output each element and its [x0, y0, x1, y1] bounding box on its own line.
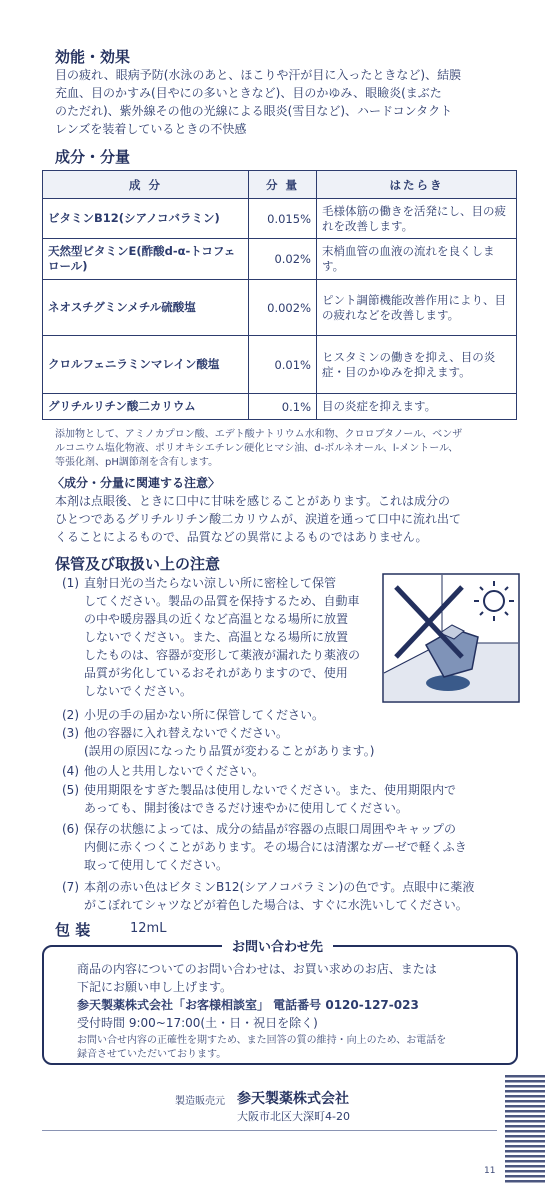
effects-text	[55, 66, 525, 138]
contact-note-line: お問い合せ内容の正確性を期すため、また回答の質の維持・向上のため、お電話を	[77, 1035, 447, 1046]
additives-line: 添加物として、アミノカプロン酸、エデト酸ナトリウム水和物、クロロブタノール、ベンザ	[55, 429, 463, 440]
table-row	[43, 394, 517, 420]
item-line: 使用期限をすぎた製品は使用しないでください。また、使用期限内で	[84, 783, 457, 797]
table-row	[43, 280, 517, 336]
effects-heading: 効能・効果	[55, 48, 131, 66]
contact-line: 商品の内容についてのお問い合わせは、お買い求めのお店、または	[77, 962, 437, 976]
package-value: 12mL	[130, 921, 167, 936]
ingredient-name: クロルフェニラミンマレイン酸塩	[43, 336, 249, 394]
additives-line: 等張化剤、pH調節剤を含有します。	[55, 457, 219, 468]
table-row	[43, 336, 517, 394]
item-line: してください。製品の品質を保持するため、自動車	[84, 594, 360, 608]
package-label: 包 装	[55, 921, 91, 939]
storage-item-3	[62, 724, 374, 760]
item-line: 品質が劣化しているおそれがありますので、使用	[84, 666, 348, 680]
ingredients-heading: 成分・分量	[55, 148, 131, 166]
manufacturer-label: 製造販売元	[175, 1096, 225, 1107]
contact-text	[77, 960, 507, 1032]
ingredient-name: グリチルリチン酸二カリウム	[43, 394, 249, 420]
column-header-function: はたらき	[317, 171, 517, 199]
storage-item-7	[62, 878, 474, 914]
item-number: (1)	[62, 576, 79, 590]
item-line: あっても、開封後はできるだけ速やかに使用してください。	[84, 801, 408, 815]
storage-item-4	[62, 762, 264, 780]
item-line: 他の容器に入れ替えないでください。	[84, 726, 289, 740]
item-line: したものは、容器が変形して薬液が漏れたり薬液の	[84, 648, 361, 662]
item-line: 取って使用してください。	[84, 858, 229, 872]
effects-line: のただれ)、紫外線その他の光線による眼炎(雪目など)、ハードコンタクト	[55, 104, 453, 118]
caution-note-heading: 〈成分・分量に関連する注意〉	[52, 476, 221, 490]
item-line: 本剤の赤い色はビタミンB12(シアノコバラミン)の色です。点眼中に薬液	[84, 880, 475, 894]
page-number: 11	[484, 1166, 496, 1176]
manufacturer-address: 大阪市北区大深町4-20	[237, 1110, 350, 1123]
storage-item-5	[62, 781, 456, 817]
table-header-row	[43, 171, 517, 199]
table-row	[43, 199, 517, 239]
item-line: 保存の状態によっては、成分の結晶が容器の点眼口周囲やキャップの	[84, 822, 457, 836]
ingredient-name: 天然型ビタミンE(酢酸d-α-トコフェロール)	[43, 239, 249, 280]
caution-note-text	[55, 492, 525, 546]
contact-title: お問い合わせ先	[222, 936, 333, 955]
caution-line: ひとつであるグリチルリチン酸二カリウムが、涙道を通って口中に流れ出て	[55, 512, 461, 526]
storage-item-6	[62, 820, 467, 874]
ingredient-function: 毛様体筋の働きを活発にし、目の疲れを改善します。	[317, 199, 517, 239]
caution-line: くることによるもので、品質などの異常によるものではありません。	[55, 530, 428, 544]
storage-item-2	[62, 706, 324, 724]
storage-warning-illustration	[382, 573, 520, 703]
effects-line: 目の疲れ、眼病予防(水泳のあと、ほこりや汗が目に入ったときなど)、結膜	[55, 68, 462, 82]
ingredient-name: ビタミンB12(シアノコバラミン)	[43, 199, 249, 239]
contact-company-line: 参天製薬株式会社「お客様相談室」 電話番号 0120-127-023	[77, 998, 419, 1012]
ingredient-amount: 0.01%	[249, 336, 317, 394]
additives-text	[55, 428, 525, 470]
contact-line: 下記にお願い申し上げます。	[77, 980, 233, 994]
column-header-ingredient: 成 分	[43, 171, 249, 199]
item-line: しないでください。	[84, 684, 193, 698]
item-number: (7)	[62, 880, 79, 894]
contact-note	[77, 1034, 507, 1062]
item-number: (3)	[62, 726, 79, 740]
item-number: (5)	[62, 783, 79, 797]
item-line: がこぼれてシャツなどが着色した場合は、すぐに水洗いしてください。	[84, 898, 468, 912]
storage-heading: 保管及び取扱い上の注意	[55, 555, 221, 573]
ingredient-amount: 0.015%	[249, 199, 317, 239]
ingredient-function: ヒスタミンの働きを抑え、目の炎症・目のかゆみを抑えます。	[317, 336, 517, 394]
caution-line: 本剤は点眼後、ときに口中に甘味を感じることがあります。これは成分の	[55, 494, 451, 508]
divider	[42, 1130, 497, 1131]
item-number: (2)	[62, 708, 79, 722]
ingredient-amount: 0.1%	[249, 394, 317, 420]
contact-note-line: 録音させていただいております。	[77, 1049, 227, 1060]
barcode-stripes	[505, 1075, 545, 1185]
additives-line: ルコニウム塩化物液、ポリオキシエチレン硬化ヒマシ油、d-ボルネオール、l-メントール、	[55, 443, 459, 454]
manufacturer-name: 参天製薬株式会社	[237, 1091, 349, 1107]
ingredient-function: 末梢血管の血液の流れを良くします。	[317, 239, 517, 280]
item-number: (6)	[62, 822, 79, 836]
ingredient-amount: 0.002%	[249, 280, 317, 336]
contact-hours: 受付時間 9:00~17:00(土・日・祝日を除く)	[77, 1016, 318, 1030]
item-line: 内側に赤くつくことがあります。その場合には清潔なガーゼで軽くふき	[84, 840, 467, 854]
ingredients-table	[42, 170, 517, 420]
item-line: 小児の手の届かない所に保管してください。	[84, 708, 325, 722]
item-line: の中や暖房器具の近くなど高温となる場所に放置	[84, 612, 349, 626]
effects-line: レンズを装着しているときの不快感	[55, 122, 247, 136]
storage-item-1	[62, 574, 382, 700]
ingredient-amount: 0.02%	[249, 239, 317, 280]
item-line: しないでください。また、高温となる場所に放置	[84, 630, 349, 644]
ingredient-name: ネオスチグミンメチル硫酸塩	[43, 280, 249, 336]
item-number: (4)	[62, 764, 79, 778]
item-line: 直射日光の当たらない涼しい所に密栓して保管	[84, 576, 337, 590]
table-row	[43, 239, 517, 280]
column-header-amount: 分 量	[249, 171, 317, 199]
item-line: 他の人と共用しないでください。	[84, 764, 265, 778]
ingredient-function: ピント調節機能改善作用により、目の疲れなどを改善します。	[317, 280, 517, 336]
ingredient-function: 目の炎症を抑えます。	[317, 394, 517, 420]
effects-line: 充血、目のかすみ(目やにの多いときなど)、目のかゆみ、眼瞼炎(まぶた	[55, 86, 442, 100]
item-line: (誤用の原因になったり品質が変わることがあります。)	[84, 744, 375, 758]
